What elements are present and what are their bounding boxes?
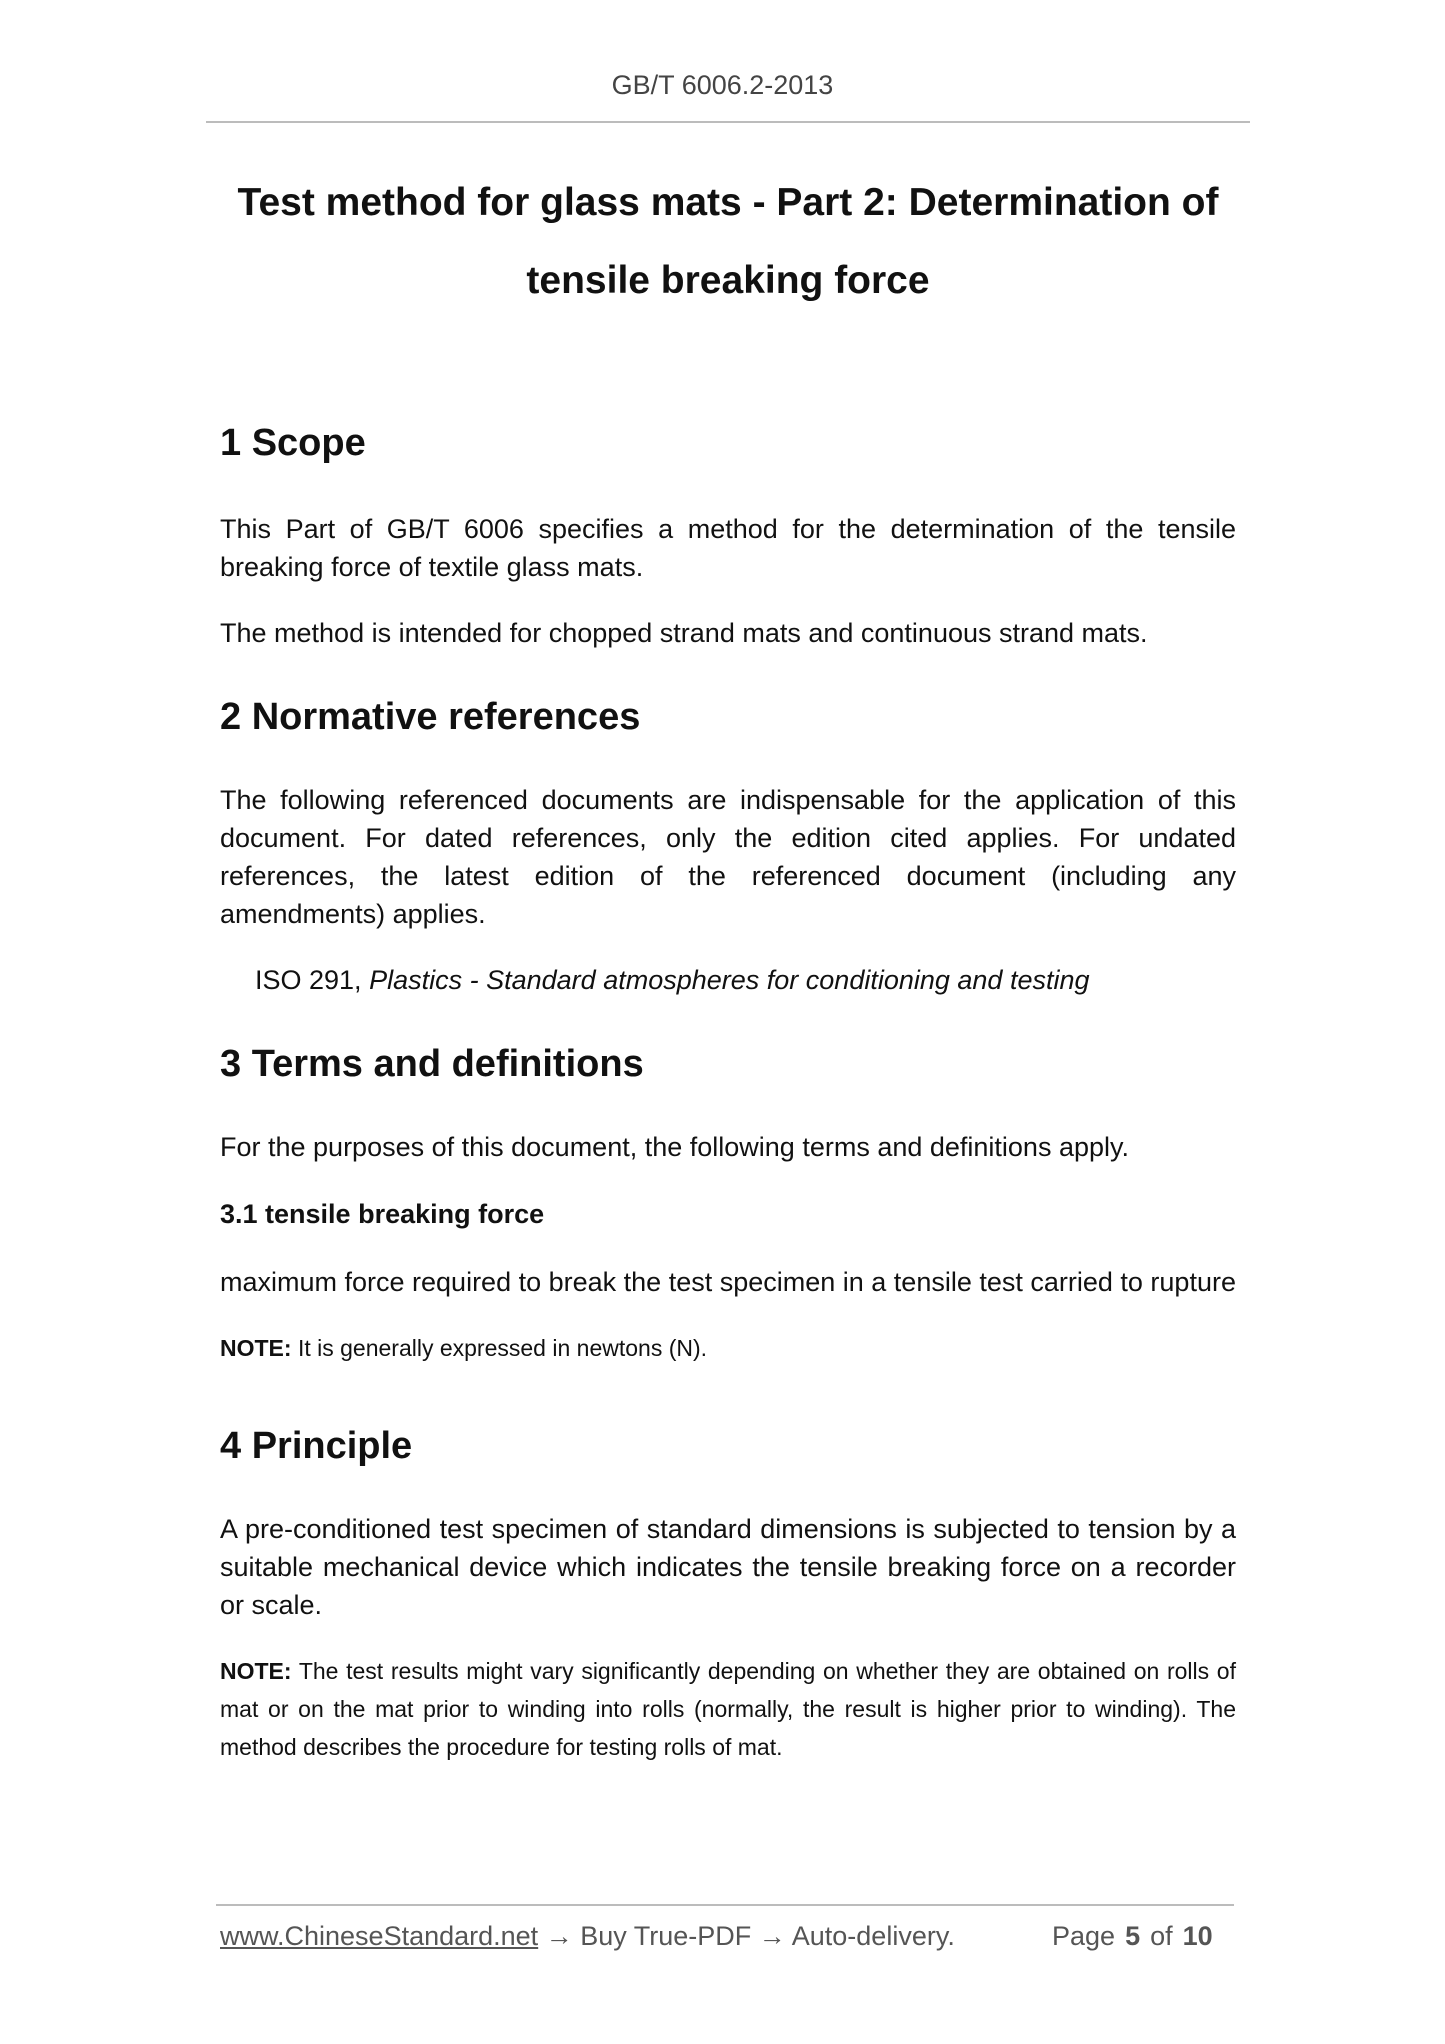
footer-promo-text: → Buy True-PDF → Auto-delivery. (545, 1921, 955, 1951)
page-label: Page (1052, 1921, 1116, 1951)
scope-paragraph-1: This Part of GB/T 6006 specifies a method for the determination of the tensile breaking force of textile glass mats. (220, 514, 1236, 582)
section-heading-scope: 1 Scope (220, 422, 366, 464)
page-current: 5 (1125, 1921, 1141, 1951)
footer-promo (220, 1921, 955, 1952)
term-heading: 3.1 tensile breaking force (220, 1199, 545, 1229)
term-definition: maximum force required to break the test specimen in a tensile test carried to rupture (220, 1267, 1236, 1297)
scope-paragraph-2: The method is intended for chopped strand mats and continuous strand mats. (220, 618, 1148, 648)
section-heading-normative-references: 2 Normative references (220, 696, 641, 738)
reference-title: Plastics - Standard atmospheres for conditioning and testing (369, 965, 1090, 995)
footer-divider (216, 1904, 1234, 1906)
note-label: NOTE: (220, 1335, 292, 1361)
header-divider (206, 121, 1250, 123)
note-text: The test results might vary significantly depending on whether they are obtained on rolls of mat or on the mat prior to winding into rolls (normally, the result is higher prior to winding). The method describes the procedure for testing rolls of mat. (220, 1658, 1236, 1760)
term-note (220, 1329, 1236, 1367)
normative-paragraph: The following referenced documents are indispensable for the application of this document. For dated references, only the edition cited applies. For undated references, the latest edition of the referenced document (including any amendments) applies. (220, 785, 1236, 929)
page-total: 10 (1182, 1921, 1213, 1951)
document-title: Test method for glass mats - Part 2: Determination of tensile breaking force (237, 181, 1219, 302)
document-body (220, 420, 1236, 1766)
note-label: NOTE: (220, 1658, 292, 1684)
normative-reference-item (220, 961, 1236, 999)
principle-paragraph: A pre-conditioned test specimen of standard dimensions is subjected to tension by a suitable mechanical device which indicates the tensile breaking force on a recorder or scale. (220, 1514, 1236, 1620)
section-heading-terms-definitions: 3 Terms and definitions (220, 1043, 644, 1085)
page-of: of (1150, 1921, 1173, 1951)
principle-note (220, 1652, 1236, 1766)
terms-paragraph: For the purposes of this document, the following terms and definitions apply. (220, 1132, 1129, 1162)
reference-code: ISO 291, (255, 965, 362, 995)
page-indicator (1052, 1921, 1213, 1952)
note-text: It is generally expressed in newtons (N). (297, 1335, 708, 1361)
section-heading-principle: 4 Principle (220, 1425, 413, 1467)
header-standard-code: GB/T 6006.2-2013 (611, 70, 834, 100)
footer-website-link[interactable]: www.ChineseStandard.net (220, 1921, 539, 1951)
